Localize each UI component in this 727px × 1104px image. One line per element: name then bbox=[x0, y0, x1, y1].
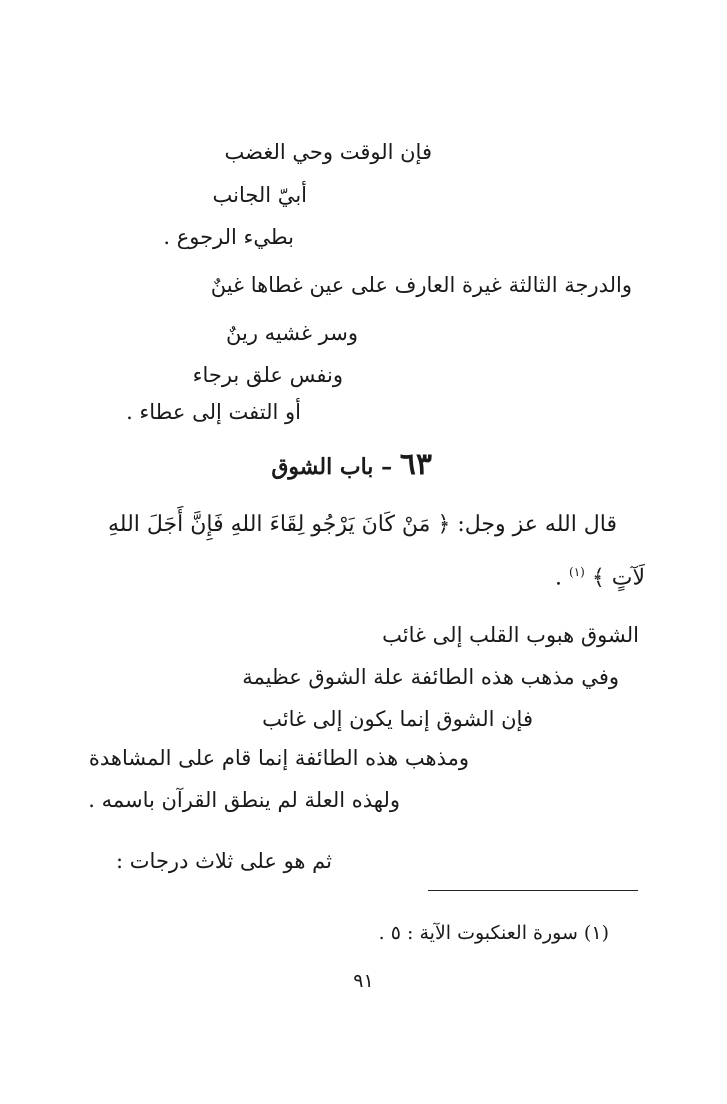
chapter-number: ٦٣ bbox=[399, 447, 432, 482]
text-line-1: فإن الوقت وحي الغضب bbox=[224, 140, 432, 164]
chapter-heading bbox=[271, 447, 432, 482]
body-line-5: ولهذه العلة لم ينطق القرآن باسمه . bbox=[88, 788, 400, 812]
quote-intro: قال الله عز وجل: bbox=[457, 512, 617, 537]
footnote-text: (١) سورة العنكبوت الآية : ٥ . bbox=[378, 922, 609, 944]
text-line-6: ونفس علق برجاء bbox=[192, 363, 343, 387]
chapter-dash: – bbox=[381, 454, 393, 480]
quran-open-bracket: ﴿ bbox=[437, 512, 451, 537]
chapter-title: باب الشوق bbox=[271, 454, 374, 480]
quran-verse-part1: مَنْ كَانَ يَرْجُو لِقَاءَ اللهِ فَإِنَّ أَجَلَ اللهِ bbox=[108, 512, 431, 537]
body-line-6: ثم هو على ثلاث درجات : bbox=[116, 849, 332, 873]
quran-verse-part2: لَآتٍ bbox=[611, 565, 645, 591]
quran-close-bracket: ﴾ bbox=[591, 565, 605, 591]
body-line-2: وفي مذهب هذه الطائفة علة الشوق عظيمة bbox=[242, 665, 619, 689]
quote-line-1 bbox=[108, 510, 617, 540]
text-line-7: أو التفت إلى عطاء . bbox=[126, 400, 301, 424]
body-line-1: الشوق هبوب القلب إلى غائب bbox=[382, 623, 639, 647]
footnote-reference: (١) bbox=[569, 565, 585, 579]
body-line-4: ومذهب هذه الطائفة إنما قام على المشاهدة bbox=[88, 746, 469, 770]
quote-line-2 bbox=[555, 557, 645, 593]
body-line-3: فإن الشوق إنما يكون إلى غائب bbox=[262, 707, 533, 731]
text-line-4: والدرجة الثالثة غيرة العارف على عين غطاها غينٌ bbox=[210, 273, 632, 297]
text-line-3: بطيء الرجوع . bbox=[163, 225, 294, 249]
page-number: ٩١ bbox=[353, 970, 374, 992]
footnote-divider bbox=[428, 890, 638, 891]
quote-end: . bbox=[555, 565, 563, 591]
text-line-5: وسر غشيه رينٌ bbox=[226, 321, 358, 345]
text-line-2: أبيّ الجانب bbox=[212, 183, 307, 207]
